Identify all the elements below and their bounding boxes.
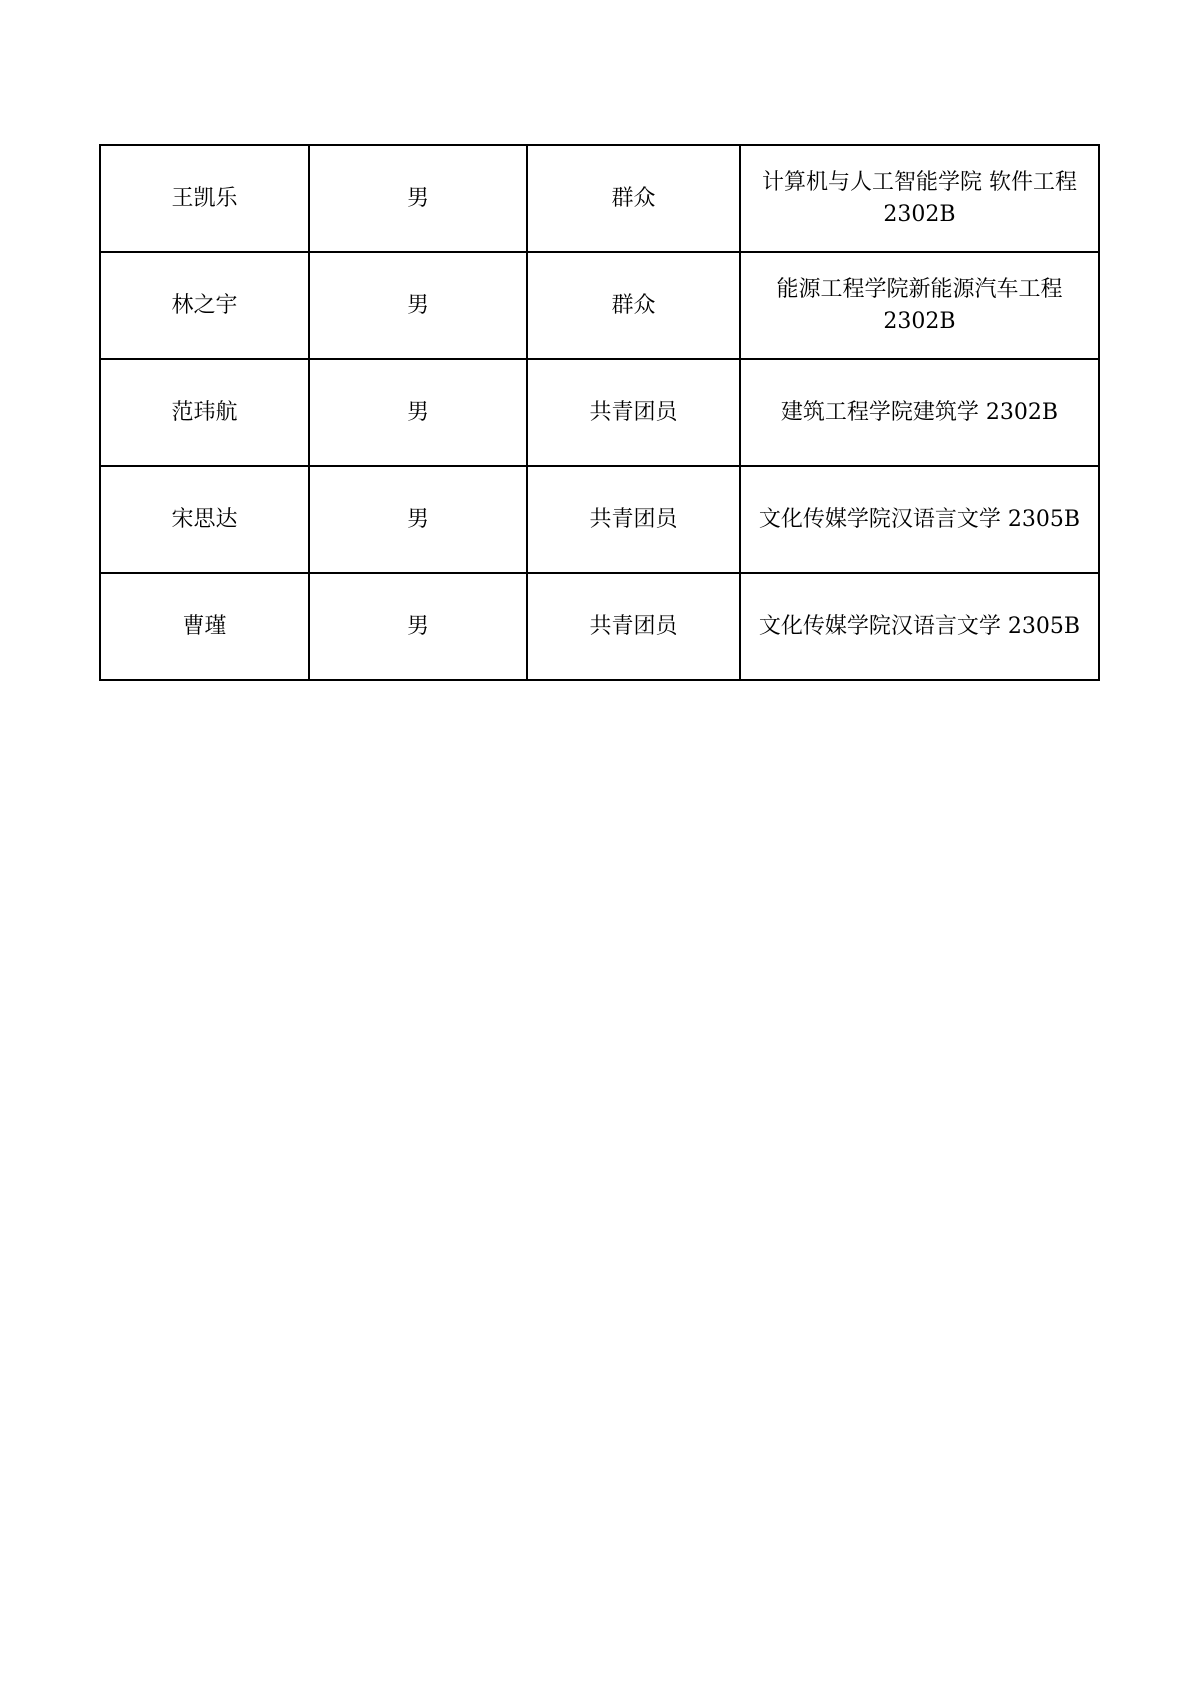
table-row: [100, 359, 1099, 466]
unit-cell: 文化传媒学院汉语言文学 2305B: [740, 573, 1099, 680]
table-row: [100, 466, 1099, 573]
political-status-cell: 群众: [527, 145, 740, 252]
gender-cell: 男: [309, 252, 527, 359]
gender-cell: 男: [309, 359, 527, 466]
unit-cell: 能源工程学院新能源汽车工程 2302B: [740, 252, 1099, 359]
name-cell: 曹瑾: [100, 573, 309, 680]
political-status-cell: 共青团员: [527, 359, 740, 466]
roster-table: [99, 144, 1100, 681]
unit-cell: 计算机与人工智能学院 软件工程 2302B: [740, 145, 1099, 252]
name-cell: 林之宇: [100, 252, 309, 359]
name-cell: 王凯乐: [100, 145, 309, 252]
table-row: [100, 252, 1099, 359]
gender-cell: 男: [309, 573, 527, 680]
table-row: [100, 573, 1099, 680]
political-status-cell: 共青团员: [527, 466, 740, 573]
political-status-cell: 共青团员: [527, 573, 740, 680]
gender-cell: 男: [309, 145, 527, 252]
unit-cell: 文化传媒学院汉语言文学 2305B: [740, 466, 1099, 573]
name-cell: 范玮航: [100, 359, 309, 466]
unit-cell: 建筑工程学院建筑学 2302B: [740, 359, 1099, 466]
name-cell: 宋思达: [100, 466, 309, 573]
table-row: [100, 145, 1099, 252]
gender-cell: 男: [309, 466, 527, 573]
political-status-cell: 群众: [527, 252, 740, 359]
